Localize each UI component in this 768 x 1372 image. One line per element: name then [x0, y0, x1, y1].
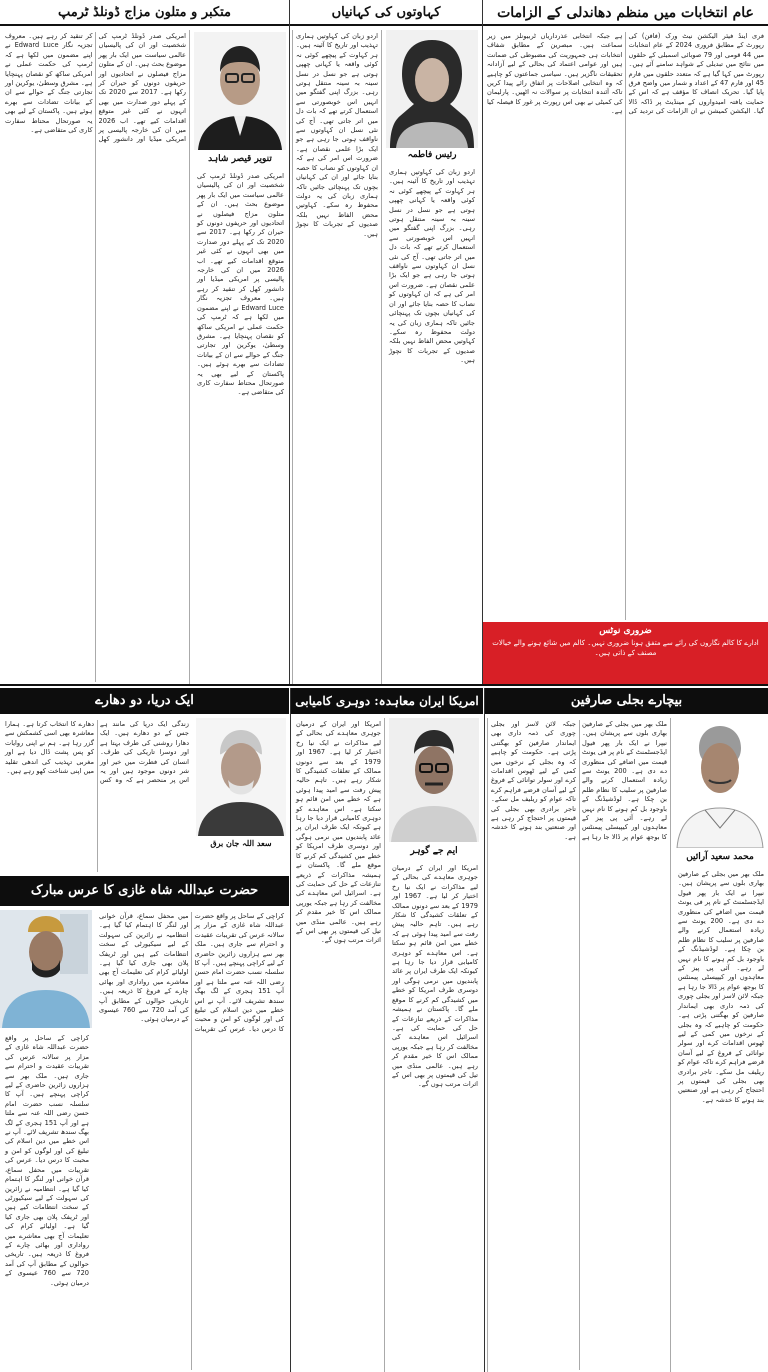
column-divider — [289, 0, 290, 684]
article-body-election-rigging: فری اینڈ فیئر الیکشن نیٹ ورک (فافن) کی رپورٹ کے مطابق فروری 2024 کے عام انتخابات میں 44 قومی اور 79 صوبائی اسمبلی کے حلقوں میں نتائج میں تبدیلی کے شواہد سامنے آئے ہیں۔ رپورٹ میں کہا گیا ہے کہ متعدد حلقوں میں فارم 45 اور فارم 47 کے اعداد و شمار میں واضح فرق پایا گیا۔ تحریک انصاف کا مؤقف ہے کہ اس کے حمایت یافتہ امیدواروں کے مینڈیٹ پر ڈاکہ ڈالا گیا۔ الیکشن کمیشن نے ان الزامات کی تردید کی ہے جبکہ انتخابی عذرداریاں ٹربیونلز میں زیر سماعت ہیں۔ مبصرین کے مطابق شفاف انتخابات ہی جمہوریت کی مضبوطی کی ضمانت ہیں اور عوامی اعتماد کی بحالی کے لیے آزادانہ تحقیقات ناگزیر ہیں۔ سیاسی جماعتوں کو چاہیے کہ وہ انتخابی اصلاحات پر اتفاق رائے پیدا کریں تاکہ آئندہ انتخابات پر سوالات نہ اٹھیں۔ پارلیمان کی کمیٹی نے بھی اس رپورٹ پر غور کا فیصلہ کیا ہے۔ — [487, 32, 764, 116]
article-us-iran-deal — [291, 688, 483, 1372]
column-divider — [290, 688, 291, 1372]
article-body-us-iran-col2: امریکا اور ایران کے درمیان جوہری معاہدے کی بحالی کے لیے مذاکرات نے ایک نیا رخ اختیار کر لیا ہے۔ 1967 اور 1979 کے بعد سے دونوں ممالک کے تعلقات کشیدگی کا شکار رہے ہیں۔ تاہم حالیہ پیش رفت سے امید پیدا ہوئی ہے کہ خطے میں امن قائم ہو سکتا ہے۔ اس معاہدے کو دوہری کامیابی قرار دیا جا رہا ہے کیونکہ ایک طرف ایران پر عائد پابندیوں میں نرمی ہوگی اور دوسری طرف امریکا کو خطے میں کشیدگی کم کرنے کا موقع ملے گا۔ پاکستان نے ہمیشہ مذاکرات کے ذریعے تنازعات کے حل کی حمایت کی ہے۔ اسرائیل اس معاہدے کی مخالفت کر رہا ہے جبکہ یورپی ممالک اس کا خیر مقدم کر رہے ہیں۔ عالمی منڈی میں تیل کی قیمتوں پر بھی اس کے اثرات مرتب ہوں گے۔ — [293, 718, 385, 1372]
section-separator — [0, 684, 768, 686]
article-urs-abdullah-shah-ghazi — [0, 876, 289, 1372]
article-body-electricity-col1: ملک بھر میں بجلی کے صارفین بھاری بلوں سے پریشان ہیں۔ نیپرا نے ایک بار پھر فیول ایڈجسٹمنٹ کے نام پر فی یونٹ قیمت میں اضافے کی منظوری دے دی ہے۔ 200 یونٹ سے زیادہ استعمال کرنے والے صارفین پر سلیب کا نظام ظلم بن چکا ہے۔ لوڈشیڈنگ کے باوجود بل کم ہونے کا نام نہیں لے رہے۔ آئی پی پیز کے معاہدوں اور کیپیسٹی پیمنٹس کا بوجھ عوام پر ڈالا جا رہا ہے جبکہ لائن لاسز اور بجلی چوری کی ذمہ داری بھی ایماندار صارفین کو بھگتنی پڑتی ہے۔ حکومت کو چاہیے کہ وہ بجلی کے نرخوں میں کمی کے لیے ٹھوس اقدامات کرے اور سولر توانائی کے فروغ کے لیے آسان قرضے فراہم کرے تاکہ عوام کو ریلیف مل سکے۔ تاجر برادری بھی بجلی کی قیمتوں پر احتجاج کر رہی ہے اور صنعتیں بند ہونے کا خدشہ ہے۔ — [678, 870, 764, 1104]
article-electricity-consumers — [485, 688, 768, 1372]
article-one-river — [0, 688, 289, 874]
column-divider — [484, 688, 485, 1372]
article-body-trump: امریکی صدر ڈونلڈ ٹرمپ کی شخصیت اور ان کی پالیسیاں عالمی سیاست میں ایک بار پھر موضوع بحث ہیں۔ ان کے متلون مزاج فیصلوں نے اتحادیوں اور حریفوں دونوں کو حیران کر رکھا ہے۔ 2017 سے 2020 تک کے پہلے دور صدارت میں بھی انہوں نے کئی غیر متوقع اقدامات کیے تھے۔ اب 2026 میں ان کی خارجہ پالیسی پر امریکی میڈیا اور دانشور کھل کر تنقید کر رہے ہیں۔ معروف تجزیہ نگار Edward Luce نے اپنے مضمون میں لکھا ہے کہ ٹرمپ کی حکمت عملی نے امریکی ساکھ کو نقصان پہنچایا ہے۔ مشرق وسطیٰ، یوکرین اور تجارتی جنگ کے حوالے سے ان کے بیانات تضادات سے بھرے ہوئے ہیں۔ پاکستان کے لیے بھی یہ صورتحال محتاط سفارت کاری کی متقاضی ہے۔ — [197, 172, 284, 397]
headline-one-river: ایک دریا، دو دھارے — [0, 688, 289, 714]
author-photo — [389, 718, 479, 842]
article-body-us-iran-col1: امریکا اور ایران کے درمیان جوہری معاہدے کی بحالی کے لیے مذاکرات نے ایک نیا رخ اختیار کر لیا ہے۔ 1967 اور 1979 کے بعد سے دونوں ممالک کے تعلقات کشیدگی کا شکار رہے ہیں۔ تاہم حالیہ پیش رفت سے امید پیدا ہوئی ہے کہ خطے میں امن قائم ہو سکتا ہے۔ اس معاہدے کو دوہری کامیابی قرار دیا جا رہا ہے کیونکہ ایک طرف ایران پر عائد پابندیوں میں نرمی ہوگی اور دوسری طرف امریکا کو خطے میں کشیدگی کم کرنے کا موقع ملے گا۔ پاکستان نے ہمیشہ مذاکرات کے ذریعے تنازعات کے حل کی حمایت کی ہے۔ اسرائیل اس معاہدے کی مخالفت کر رہا ہے جبکہ یورپی ممالک اس کا خیر مقدم کر رہے ہیں۔ عالمی منڈی میں تیل کی قیمتوں پر بھی اس کے اثرات مرتب ہوں گے۔ — [392, 864, 478, 1089]
headline-electricity-consumers: بیچارے بجلی صارفین — [485, 688, 768, 714]
author-name: سعد اللہ جان برق — [210, 838, 272, 848]
column-divider — [482, 0, 483, 684]
article-body-urs-side: کراچی کے ساحل پر واقع حضرت عبداللہ شاہ غازی کے مزار پر سالانہ عرس کی تقریبات عقیدت و احترام سے جاری ہیں۔ ملک بھر سے ہزاروں زائرین حاضری کے لیے کراچی پہنچے ہیں۔ آپ کا سلسلہ نسب حضرت امام حسن رضی اللہ عنہ سے ملتا ہے اور آپ 151 ہجری کے لگ بھگ سندھ تشریف لائے۔ آپ نے اس خطے میں دین اسلام کی تبلیغ کی اور لوگوں کو امن و محبت کا درس دیا۔ عرس کی تقریبات میں محفل سماع، قرآن خوانی اور لنگر کا اہتمام کیا گیا ہے۔ انتظامیہ نے زائرین کی سہولت کے لیے سیکیورٹی کے سخت انتظامات کیے ہیں اور ٹریفک پلان بھی جاری کیا گیا ہے۔ اولیائے کرام کی تعلیمات آج بھی معاشرے میں رواداری اور بھائی چارے کے فروغ کا ذریعہ ہیں۔ تاریخی حوالوں کے مطابق آپ کی آمد 720 سے 760 عیسوی کے درمیان ہوئی۔ — [5, 1034, 89, 1287]
article-body-proverb-stories-col2: اردو زبان کی کہاوتیں ہماری تہذیب اور تاریخ کا آئینہ ہیں۔ ہر کہاوت کے پیچھے کوئی نہ کوئی واقعہ یا کہانی چھپی ہوتی ہے جو نسل در نسل سینہ بہ سینہ منتقل ہوتی رہی۔ بزرگ اپنی گفتگو میں انہیں اس خوبصورتی سے استعمال کرتے تھے کہ بات دل میں اتر جاتی تھی۔ آج کی نئی نسل ان کہاوتوں سے ناواقف ہوتی جا رہی ہے جو ایک بڑا علمی نقصان ہے۔ ضرورت اس امر کی ہے کہ ان کہاوتوں کو نصاب کا حصہ بنایا جائے اور ان کی کہانیاں بچوں تک پہنچائی جائیں تاکہ ہماری زبان کی یہ دولت محفوظ رہ سکے۔ کہاوتیں محض الفاظ نہیں بلکہ صدیوں کے تجربات کا نچوڑ ہیں۔ — [292, 30, 382, 684]
notice-message: ادارے کا کالم نگاروں کی رائے سے متفق ہونا ضروری نہیں۔ کالم میں شائع ہونے والے خیالات مصنف کے ذاتی ہیں۔ — [492, 639, 759, 657]
article-body-one-river: زندگی ایک دریا کی مانند ہے جس کے دو دھارے ہیں۔ ایک دھارا روشنی کی طرف بہتا ہے اور دوسرا تاریکی کی طرف۔ انسان کی فطرت میں خیر اور شر دونوں موجود ہیں اور یہ اس پر منحصر ہے کہ وہ کس دھارے کا انتخاب کرتا ہے۔ ہمارا معاشرہ بھی اسی کشمکش سے گزر رہا ہے۔ ہم نے اپنی روایات کو پس پشت ڈال دیا ہے اور مغربی تہذیب کی اندھی تقلید میں اپنی شناخت کھو رہے ہیں۔ — [5, 720, 189, 785]
headline-election-rigging: عام انتخابات میں منظم دھاندلی کے الزامات — [483, 0, 768, 26]
article-body-electricity-cols: ملک بھر میں بجلی کے صارفین بھاری بلوں سے پریشان ہیں۔ نیپرا نے ایک بار پھر فیول ایڈجسٹمنٹ کے نام پر فی یونٹ قیمت میں اضافے کی منظوری دے دی ہے۔ 200 یونٹ سے زیادہ استعمال کرنے والے صارفین پر سلیب کا نظام ظلم بن چکا ہے۔ لوڈشیڈنگ کے باوجود بل کم ہونے کا نام نہیں لے رہے۔ آئی پی پیز کے معاہدوں اور کیپیسٹی پیمنٹس کا بوجھ عوام پر ڈالا جا رہا ہے جبکہ لائن لاسز اور بجلی چوری کی ذمہ داری بھی ایماندار صارفین کو بھگتنی پڑتی ہے۔ حکومت کو چاہیے کہ وہ بجلی کے نرخوں میں کمی کے لیے ٹھوس اقدامات کرے اور سولر توانائی کے فروغ کے لیے آسان قرضے فراہم کرے تاکہ عوام کو ریلیف مل سکے۔ تاجر برادری بھی بجلی کی قیمتوں پر احتجاج کر رہی ہے اور صنعتیں بند ہونے کا خدشہ ہے۔ — [487, 718, 671, 1372]
headline-urs: حضرت عبداللہ شاہ غازی کا عرس مبارک — [0, 876, 289, 906]
author-name: تنویر قیصر شاہد — [208, 154, 272, 164]
shrine-photo — [0, 910, 92, 1028]
author-name: ایم جے گوہر — [410, 846, 458, 856]
author-photo — [386, 30, 478, 148]
article-trump — [0, 0, 289, 684]
article-election-rigging — [483, 0, 768, 622]
author-name: محمد سعید آرائیں — [686, 852, 754, 862]
notice-title: ضروری نوٹس — [599, 626, 652, 636]
headline-us-iran-deal: امریکا ایران معاہدہ: دوہری کامیابی — [291, 688, 483, 714]
headline-proverb-stories: کہاوتوں کی کہانیاں — [290, 0, 482, 26]
article-body-urs-main: کراچی کے ساحل پر واقع حضرت عبداللہ شاہ غازی کے مزار پر سالانہ عرس کی تقریبات عقیدت و احترام سے جاری ہیں۔ ملک بھر سے ہزاروں زائرین حاضری کے لیے کراچی پہنچے ہیں۔ آپ کا سلسلہ نسب حضرت امام حسن رضی اللہ عنہ سے ملتا ہے اور آپ 151 ہجری کے لگ بھگ سندھ تشریف لائے۔ آپ نے اس خطے میں دین اسلام کی تبلیغ کی اور لوگوں کو امن و محبت کا درس دیا۔ عرس کی تقریبات میں محفل سماع، قرآن خوانی اور لنگر کا اہتمام کیا گیا ہے۔ انتظامیہ نے زائرین کی سہولت کے لیے سیکیورٹی کے سخت انتظامات کیے ہیں اور ٹریفک پلان بھی جاری کیا گیا ہے۔ اولیائے کرام کی تعلیمات آج بھی معاشرے میں رواداری اور بھائی چارے کے فروغ کا ذریعہ ہیں۔ تاریخی حوالوں کے مطابق آپ کی آمد 720 سے 760 عیسوی کے درمیان ہوئی۔ — [99, 912, 284, 1033]
article-proverb-stories — [290, 0, 482, 684]
author-photo — [194, 32, 286, 150]
important-notice-box — [483, 622, 768, 684]
author-name: رئیس فاطمہ — [407, 150, 457, 160]
article-body-proverb-stories: اردو زبان کی کہاوتیں ہماری تہذیب اور تاریخ کا آئینہ ہیں۔ ہر کہاوت کے پیچھے کوئی نہ کوئی واقعہ یا کہانی چھپی ہوتی ہے جو نسل در نسل سینہ بہ سینہ منتقل ہوتی رہی۔ بزرگ اپنی گفتگو میں انہیں اس خوبصورتی سے استعمال کرتے تھے کہ بات دل میں اتر جاتی تھی۔ آج کی نئی نسل ان کہاوتوں سے ناواقف ہوتی جا رہی ہے جو ایک بڑا علمی نقصان ہے۔ ضرورت اس امر کی ہے کہ ان کہاوتوں کو نصاب کا حصہ بنایا جائے اور ان کی کہانیاں بچوں تک پہنچائی جائیں تاکہ ہماری زبان کی یہ دولت محفوظ رہ سکے۔ کہاوتیں محض الفاظ نہیں بلکہ صدیوں کے تجربات کا نچوڑ ہیں۔ — [389, 168, 475, 365]
article-body-trump-cols: امریکی صدر ڈونلڈ ٹرمپ کی شخصیت اور ان کی پالیسیاں عالمی سیاست میں ایک بار پھر موضوع بحث ہیں۔ ان کے متلون مزاج فیصلوں نے اتحادیوں اور حریفوں دونوں کو حیران کر رکھا ہے۔ 2017 سے 2020 تک کے پہلے دور صدارت میں بھی انہوں نے کئی غیر متوقع اقدامات کیے تھے۔ اب 2026 میں ان کی خارجہ پالیسی پر امریکی میڈیا اور دانشور کھل کر تنقید کر رہے ہیں۔ معروف تجزیہ نگار Edward Luce نے اپنے مضمون میں لکھا ہے کہ ٹرمپ کی حکمت عملی نے امریکی ساکھ کو نقصان پہنچایا ہے۔ مشرق وسطیٰ، یوکرین اور تجارتی جنگ کے حوالے سے ان کے بیانات تضادات سے بھرے ہوئے ہیں۔ پاکستان کے لیے بھی یہ صورتحال محتاط سفارت کاری کی متقاضی ہے۔ — [2, 30, 190, 684]
author-photo — [675, 718, 765, 848]
author-photo — [196, 718, 286, 836]
headline-trump: متکبر و متلون مزاج ڈونلڈ ٹرمپ — [0, 0, 289, 26]
